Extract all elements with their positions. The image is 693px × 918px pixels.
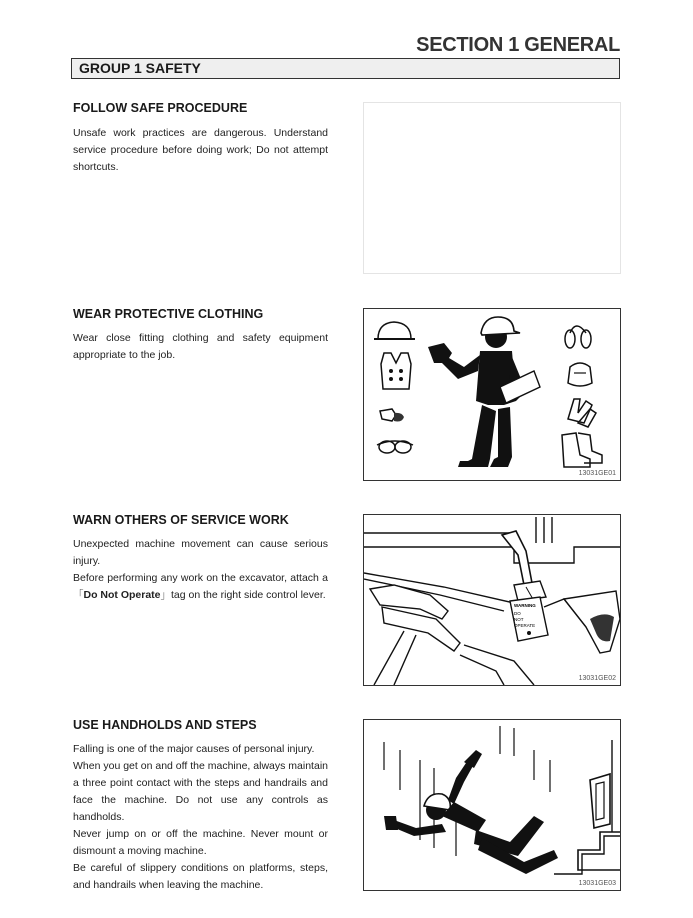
heading-wear-protective-clothing: WEAR PROTECTIVE CLOTHING [73, 307, 264, 321]
text-follow-safe-procedure [73, 125, 328, 176]
figure-code: 13031GE01 [578, 470, 616, 477]
heading-use-handholds: USE HANDHOLDS AND STEPS [73, 718, 257, 732]
paragraph: Wear close fitting clothing and safety equipment appropriate to the job. [73, 332, 328, 361]
figure-handholds-steps [363, 719, 621, 891]
paragraph: Be careful of slippery conditions on platforms, steps, and handrails when leaving the machine. [73, 862, 328, 891]
text-wear-protective-clothing [73, 330, 328, 364]
tag-line-operate: OPERATE [514, 623, 536, 628]
control-lever-illustration [364, 515, 620, 685]
figure-code: 13031GE02 [578, 675, 616, 682]
figure-placeholder [363, 102, 621, 274]
tag-warning: WARNING [514, 603, 536, 608]
tag-line-do: DO [514, 611, 521, 616]
figure-code: 13031GE03 [578, 880, 616, 887]
heading-warn-others: WARN OTHERS OF SERVICE WORK [73, 513, 289, 527]
paragraph: Unexpected machine movement can cause serious injury. [73, 538, 328, 567]
text-after: 」tag on the right side control lever. [160, 589, 326, 601]
group-title-bar [71, 58, 620, 79]
paragraph: Never jump on or off the machine. Never mount or dismount a moving machine. [73, 828, 328, 857]
paragraph-do-not-operate [73, 570, 328, 604]
section-title: SECTION 1 GENERAL [416, 34, 620, 56]
paragraph: When you get on and off the machine, always maintain a three point contact with the steps and handrails and face the machine. Do not use any controls as handholds. [73, 760, 328, 823]
text-warn-others [73, 536, 328, 604]
text-before: Before performing any work on the excavator, attach a 「 [73, 572, 328, 601]
falling-worker-illustration [364, 720, 620, 890]
figure-warning-tag [363, 514, 621, 686]
tag-line-not: NOT [514, 617, 524, 622]
text-use-handholds [73, 741, 328, 894]
bold-do-not-operate: Do Not Operate [83, 589, 161, 601]
figure-protective-clothing [363, 308, 621, 481]
paragraph: Falling is one of the major causes of personal injury. [73, 743, 315, 755]
heading-follow-safe-procedure: FOLLOW SAFE PROCEDURE [73, 101, 248, 115]
group-title: GROUP 1 SAFETY [79, 60, 201, 76]
protective-clothing-illustration [364, 309, 620, 480]
paragraph: Unsafe work practices are dangerous. Understand service procedure before doing work; Do not attempt shortcuts. [73, 127, 328, 173]
